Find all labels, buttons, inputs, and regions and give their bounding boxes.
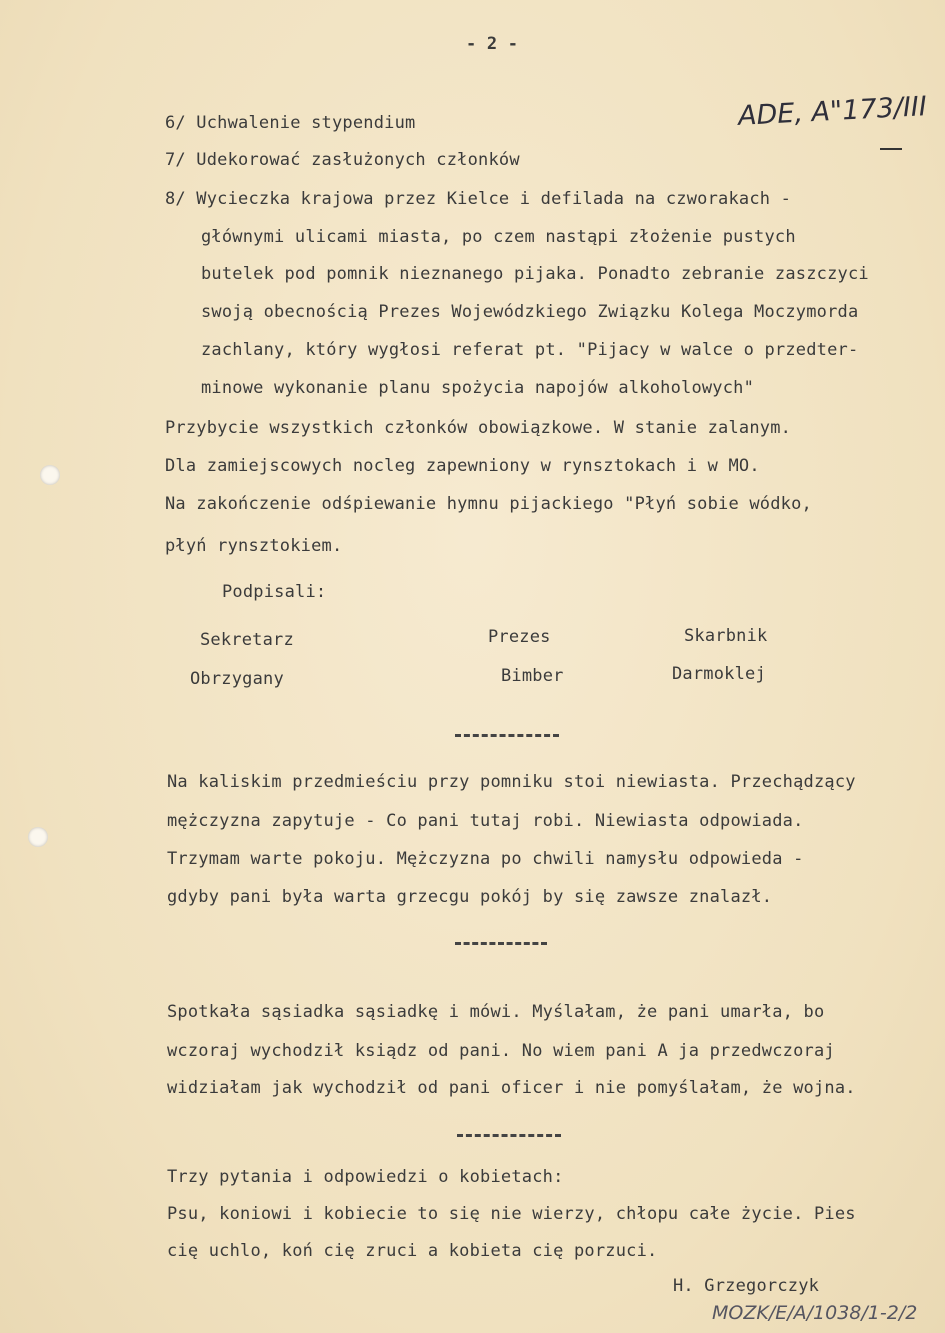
agenda-item-8-line: butelek pod pomnik nieznanego pijaka. Ponadto zebranie zaszczyci	[201, 264, 869, 284]
agenda-item-6: 6/ Uchwalenie stypendium	[165, 113, 416, 133]
signature-role-president: Prezes	[488, 627, 551, 647]
agenda-item-8-line: zachlany, który wygłosi referat pt. "Pijacy w walce o przedter-	[201, 340, 859, 360]
agenda-item-7: 7/ Udekorować zasłużonych członków	[165, 150, 520, 170]
signature-name-treasurer: Darmoklej	[672, 664, 766, 684]
joke3-line: cię uchlo, koń cię zruci a kobieta cię porzuci.	[167, 1241, 658, 1261]
joke1-line: gdyby pani była warta grzecgu pokój by się zawsze znalazł.	[167, 887, 773, 907]
agenda-item-8-line: głównymi ulicami miasta, po czem nastąpi złożenie pustych	[201, 227, 796, 247]
joke3-heading: Trzy pytania i odpowiedzi o kobietach:	[167, 1167, 564, 1187]
signature-name-president: Bimber	[501, 666, 564, 686]
agenda-item-8-line: 8/ Wycieczka krajowa przez Kielce i defilada na czworakach -	[165, 189, 792, 209]
section-separator	[457, 1134, 561, 1137]
punch-hole-bottom	[28, 827, 48, 847]
archive-mark-underline	[880, 148, 902, 150]
author-signature: H. Grzegorczyk	[673, 1276, 820, 1296]
page-number: - 2 -	[466, 34, 519, 54]
signature-role-secretary: Sekretarz	[200, 630, 294, 650]
archive-mark: ADE, A"173/III	[737, 91, 928, 132]
joke1-line: Na kaliskim przedmieściu przy pomniku stoi niewiasta. Przechądzący	[167, 772, 856, 792]
joke2-line: Spotkała sąsiadka sąsiadkę i mówi. Myślałam, że pani umarła, bo	[167, 1002, 825, 1022]
signatures-heading: Podpisali:	[222, 582, 327, 602]
closing-line: Przybycie wszystkich członków obowiązkowe. W stanie zalanym.	[165, 418, 792, 438]
section-separator	[455, 734, 559, 737]
agenda-item-8-line: minowe wykonanie planu spożycia napojów alkoholowych"	[201, 378, 755, 398]
joke2-line: widziałam jak wychodził od pani oficer i nie pomyślałam, że wojna.	[167, 1078, 856, 1098]
closing-line: Na zakończenie odśpiewanie hymnu pijackiego "Płyń sobie wódko,	[165, 494, 812, 514]
closing-line: płyń rynsztokiem.	[165, 536, 343, 556]
closing-line: Dla zamiejscowych nocleg zapewniony w rynsztokach i w MO.	[165, 456, 760, 476]
agenda-item-8-line: swoją obecnością Prezes Wojewódzkiego Związku Kolega Moczymorda	[201, 302, 859, 322]
catalog-mark: MOZK/E/A/1038/1-2/2	[712, 1302, 918, 1324]
signature-name-secretary: Obrzygany	[190, 669, 284, 689]
punch-hole-top	[40, 465, 60, 485]
joke3-line: Psu, koniowi i kobiecie to się nie wierzy, chłopu całe życie. Pies	[167, 1204, 856, 1224]
section-separator	[455, 942, 547, 945]
joke2-line: wczoraj wychodził ksiądz od pani. No wiem pani A ja przedwczoraj	[167, 1041, 835, 1061]
joke1-line: mężczyzna zapytuje - Co pani tutaj robi. Niewiasta odpowiada.	[167, 811, 804, 831]
joke1-line: Trzymam warte pokoju. Mężczyzna po chwili namysłu odpowieda -	[167, 849, 804, 869]
signature-role-treasurer: Skarbnik	[684, 626, 768, 646]
